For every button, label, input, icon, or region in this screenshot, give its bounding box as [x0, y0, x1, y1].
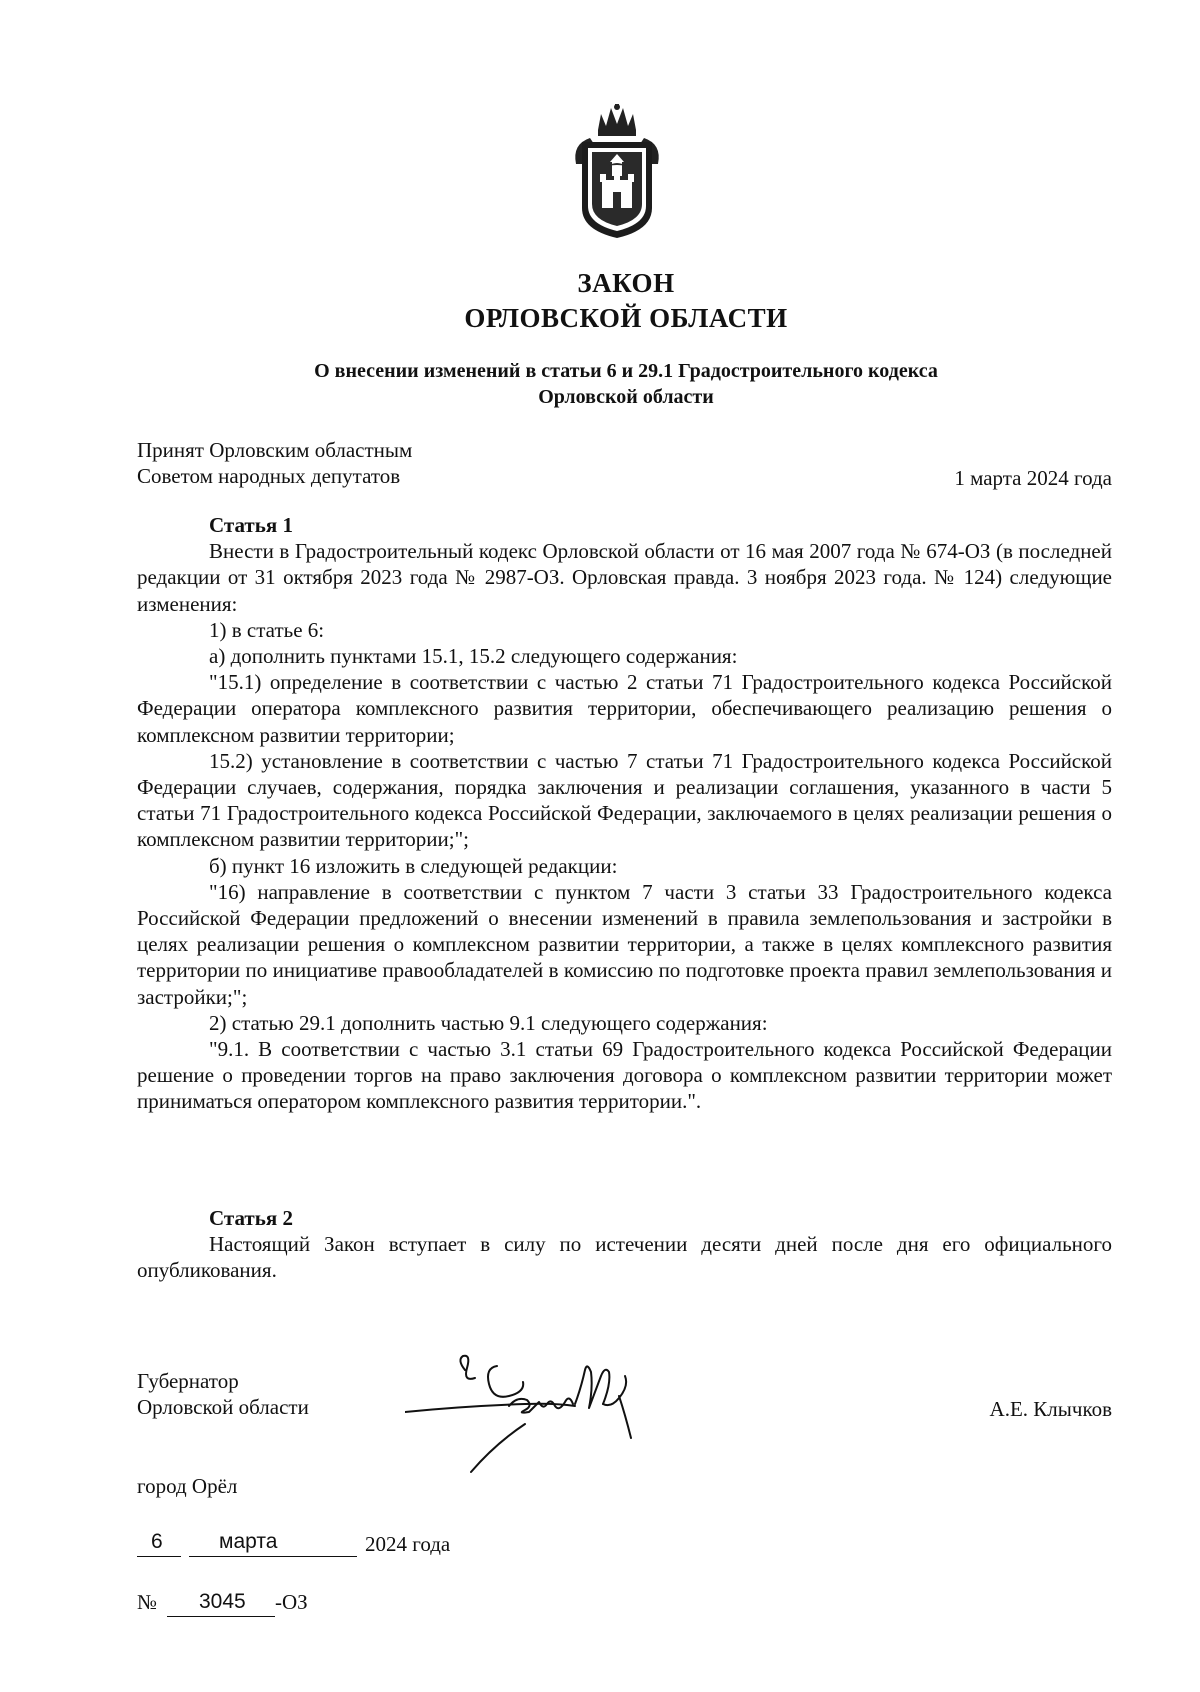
adoption-date: 1 марта 2024 года: [954, 466, 1112, 490]
article-1-paragraph: "9.1. В соответствии с частью 3.1 статьи 69 Градостроительного кодекса Российской Федерации решение о проведении торгов на право заключения договора о комплексном развитии территории может приниматься оператором комплексного развития территории.".: [137, 1037, 1112, 1114]
article-1-heading: Статья 1: [209, 513, 293, 537]
article-1-paragraph: а) дополнить пунктами 15.1, 15.2 следующего содержания:: [209, 644, 738, 669]
article-1-paragraph: б) пункт 16 изложить в следующей редакции:: [209, 853, 618, 878]
signing-day: 6: [151, 1530, 163, 1553]
adoption-body-line1: Принят Орловским областным: [137, 438, 413, 462]
law-number-suffix: -ОЗ: [275, 1590, 308, 1614]
law-subject-line1: О внесении изменений в статьи 6 и 29.1 Градостроительного кодекса: [314, 360, 938, 382]
handwritten-signature: [405, 1348, 685, 1488]
article-1-paragraph: 2) статью 29.1 дополнить частью 9.1 следующего содержания:: [209, 1010, 768, 1035]
coat-of-arms-emblem: [568, 104, 666, 244]
article-1-paragraph: "16) направление в соответствии с пунктом 7 части 3 статьи 33 Градостроительного кодекса Российской Федерации предложений о внесении изменений в правила землепользования и застройки в целях реализации решения о комплексном развитии территории, а также в целях комплексного развития территории по инициативе правообладателей в комиссию по подготовке проекта правил землепользования и застройки;";: [137, 879, 1112, 1009]
article-2-paragraph: Настоящий Закон вступает в силу по истечении десяти дней после дня его официального опубликования.: [137, 1232, 1112, 1283]
number-sign: №: [137, 1590, 158, 1614]
month-underline: [189, 1556, 357, 1557]
signing-city: город Орёл: [137, 1474, 238, 1498]
article-2: [137, 1205, 1112, 1284]
governor-title-line2: Орловской области: [137, 1395, 309, 1419]
article-1-paragraph: "15.1) определение в соответствии с частью 2 статьи 71 Градостроительного кодекса Российской Федерации оператора комплексного развития территории, обеспечивающего реализацию решения о комплексном развитии территории;: [137, 670, 1112, 747]
law-number-value: 3045: [199, 1590, 246, 1613]
law-title: ЗАКОН: [577, 268, 675, 298]
law-region-title: ОРЛОВСКОЙ ОБЛАСТИ: [464, 303, 788, 333]
law-number: [137, 1590, 537, 1620]
governor-title-line1: Губернатор: [137, 1369, 239, 1393]
article-1-paragraph: 1) в статье 6:: [209, 617, 325, 642]
signing-month: марта: [219, 1530, 278, 1553]
article-1-paragraph: 15.2) установление в соответствии с частью 7 статьи 71 Градостроительного кодекса Российской Федерации случаев, содержания, порядка заключения и реализации соглашения, указанного в части 5 статьи 71 Градостроительного кодекса Российской Федерации, заключаемого в целях реализации решения о комплексном развитии территории;";: [137, 748, 1112, 852]
number-underline: [167, 1616, 275, 1617]
article-1: [137, 512, 1112, 1115]
signing-date: [137, 1530, 537, 1560]
adoption-body-line2: Советом народных депутатов: [137, 464, 401, 488]
day-underline: [137, 1556, 181, 1557]
article-2-heading: Статья 2: [209, 1206, 293, 1230]
signing-year: 2024 года: [365, 1532, 451, 1556]
law-subject-line2: Орловской области: [538, 386, 714, 408]
governor-name: А.Е. Клычков: [989, 1397, 1112, 1421]
article-1-paragraph: Внести в Градостроительный кодекс Орловской области от 16 мая 2007 года № 674-ОЗ (в последней редакции от 31 октября 2023 года № 2987-ОЗ. Орловская правда. 3 ноября 2023 года. № 124) следующие изменения:: [137, 539, 1112, 616]
